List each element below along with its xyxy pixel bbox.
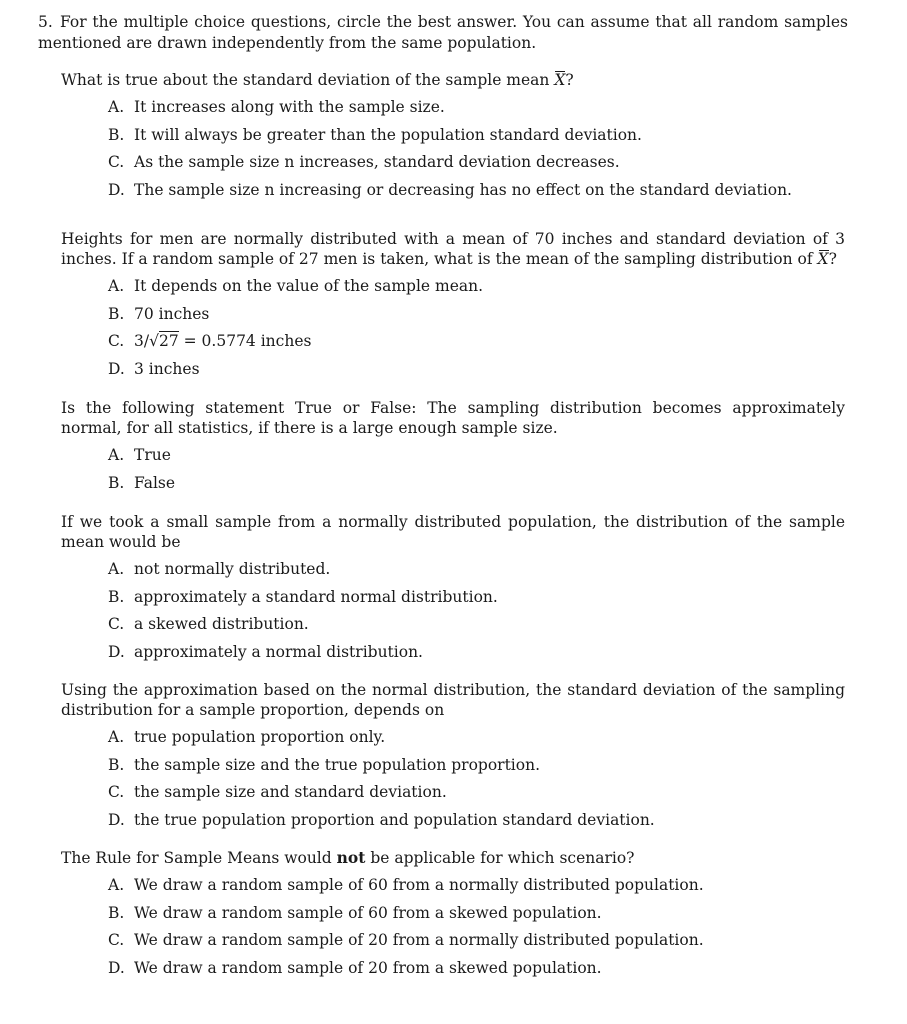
option-text: We draw a random sample of 20 from a normally distributed population. [134, 931, 704, 949]
option-a [108, 559, 845, 579]
option-a [108, 875, 845, 895]
question-6-prompt-text: The Rule for Sample Means would [61, 849, 337, 867]
option-text: 3 inches [134, 359, 200, 378]
option-letter: C. [108, 615, 125, 633]
option-text-pre: 3/ [134, 332, 150, 350]
option-text: 70 inches [134, 304, 210, 323]
option-c [108, 152, 845, 172]
option-d [108, 180, 845, 200]
question-1-prompt [61, 70, 845, 90]
option-letter: A. [108, 98, 125, 116]
option-d [108, 359, 845, 379]
option-letter: B. [108, 903, 125, 922]
option-b [108, 304, 845, 324]
option-text: the sample size and standard deviation. [134, 783, 447, 801]
question-2-prompt-end: ? [828, 250, 837, 268]
option-text: approximately a standard normal distribution. [134, 587, 498, 606]
option-a [108, 445, 845, 465]
option-c [108, 331, 845, 351]
option-text: We draw a random sample of 60 from a skewed population. [134, 903, 602, 922]
option-d [108, 810, 845, 830]
option-c [108, 614, 845, 634]
option-text: True [134, 446, 171, 464]
question-5 [61, 680, 845, 837]
option-text-post: = 0.5774 inches [178, 332, 312, 350]
question-4 [61, 512, 845, 669]
option-letter: D. [108, 359, 125, 378]
option-text: the true population proportion and population standard deviation. [134, 810, 655, 829]
option-letter: D. [108, 180, 125, 199]
question-4-options [108, 559, 845, 662]
option-text: approximately a normal distribution. [134, 642, 423, 661]
option-a [108, 276, 845, 296]
sqrt-argument: 27 [158, 332, 179, 350]
option-a [108, 727, 845, 747]
option-text: the sample size and the true population proportion. [134, 755, 541, 774]
option-b [108, 125, 845, 145]
question-2 [61, 229, 845, 386]
question-5-options [108, 727, 845, 830]
question-2-prompt-text: Heights for men are normally distributed with a mean of 70 inches and standard deviation of 3 inches. If a random sample of 27 men is taken, what is the mean of the sampling distribution of [61, 230, 845, 268]
question-1-options [108, 97, 845, 200]
option-letter: A. [108, 446, 125, 464]
question-1-prompt-text: What is true about the standard deviation of the sample mean [61, 71, 555, 89]
option-letter: A. [108, 277, 125, 295]
option-b [108, 903, 845, 923]
question-6-prompt-end: be applicable for which scenario? [365, 849, 635, 867]
option-text: We draw a random sample of 20 from a skewed population. [134, 958, 602, 977]
option-text: False [134, 473, 176, 492]
option-b [108, 473, 845, 493]
x-bar-symbol: X [817, 250, 829, 268]
option-text: not normally distributed. [134, 560, 331, 578]
option-b [108, 587, 845, 607]
question-number: 5. [38, 13, 53, 31]
option-text: The sample size n increasing or decreasing has no effect on the standard deviation. [134, 180, 792, 199]
option-letter: C. [108, 153, 125, 171]
option-letter: B. [108, 304, 125, 323]
option-letter: B. [108, 587, 125, 606]
question-5-prompt: Using the approximation based on the normal distribution, the standard deviation of the sampling distribution for a sample proportion, depends on [61, 681, 845, 719]
question-1-prompt-end: ? [565, 71, 574, 89]
sqrt-sign: √ [149, 332, 159, 350]
question-6-prompt [61, 848, 845, 868]
option-d [108, 958, 845, 978]
option-letter: A. [108, 728, 125, 746]
option-letter: C. [108, 931, 125, 949]
intro-text: For the multiple choice questions, circle the best answer. You can assume that all random samples mentioned are drawn independently from the same population. [38, 13, 848, 52]
question-2-prompt [61, 229, 845, 269]
option-letter: C. [108, 332, 125, 350]
option-letter: A. [108, 876, 125, 894]
question-3-prompt: Is the following statement True or False: The sampling distribution becomes approximately normal, for all statistics, if there is a large enough sample size. [61, 399, 845, 437]
option-letter: B. [108, 473, 125, 492]
option-text: It increases along with the sample size. [134, 98, 445, 116]
question-1 [61, 70, 845, 207]
question-2-options [108, 276, 845, 379]
option-b [108, 755, 845, 775]
option-c [108, 782, 845, 802]
option-letter: B. [108, 755, 125, 774]
option-letter: D. [108, 958, 125, 977]
option-a [108, 97, 845, 117]
option-letter: B. [108, 125, 125, 144]
question-3 [61, 398, 845, 500]
option-c [108, 930, 845, 950]
question-intro [38, 12, 848, 54]
option-d [108, 642, 845, 662]
question-4-prompt: If we took a small sample from a normally distributed population, the distribution of the sample mean would be [61, 513, 845, 551]
option-text: We draw a random sample of 60 from a normally distributed population. [134, 876, 704, 894]
option-text: It will always be greater than the population standard deviation. [134, 125, 642, 144]
option-text: true population proportion only. [134, 728, 386, 746]
option-letter: D. [108, 810, 125, 829]
question-6-options [108, 875, 845, 978]
option-letter: D. [108, 642, 125, 661]
option-letter: C. [108, 783, 125, 801]
x-bar-symbol: X [554, 71, 566, 89]
emphasis-not: not [336, 848, 366, 867]
question-6 [61, 848, 845, 985]
option-letter: A. [108, 560, 125, 578]
square-root [149, 331, 179, 351]
option-text: a skewed distribution. [134, 615, 309, 633]
question-3-options [108, 445, 845, 493]
option-text: It depends on the value of the sample mean. [134, 277, 484, 295]
option-text: As the sample size n increases, standard deviation decreases. [134, 153, 620, 171]
